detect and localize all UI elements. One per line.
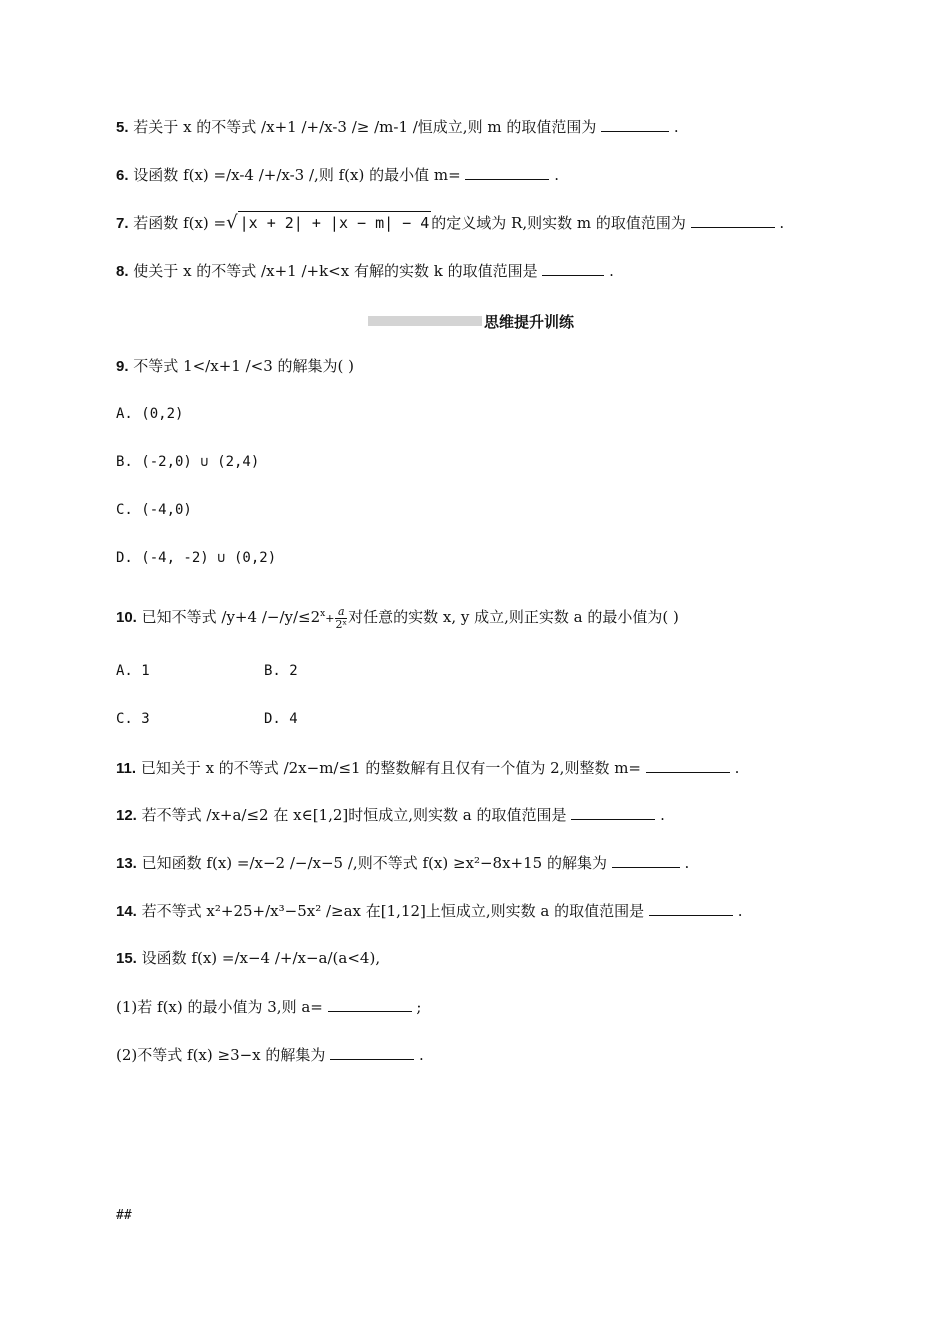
- problem-text: 若不等式 x²+25+/x³−5x² /≥ax 在[1,12]上恒成立,则实数 a 的取值范围是: [141, 902, 645, 920]
- answer-blank: [330, 1043, 414, 1060]
- option-a: A. (0,2): [116, 406, 184, 422]
- problem-number: 7.: [116, 215, 129, 232]
- fraction: [335, 606, 347, 631]
- problem-text: 不等式 1</x+1 /<3 的解集为( ): [133, 357, 354, 375]
- problem-text: 已知函数 f(x) =/x−2 /−/x−5 /,则不等式 f(x) ≥x²−8x+15 的解集为: [141, 854, 607, 872]
- answer-blank: [542, 259, 604, 276]
- problem-12: 12. 若不等式 /x+a/≤2 在 x∈[1,2]时恒成立,则实数 a 的取值范围是 .: [116, 803, 665, 827]
- section-title: 思维提升训练: [484, 312, 575, 331]
- option-b: B. 2: [264, 663, 298, 679]
- option-c: C. (-4,0): [116, 502, 192, 518]
- problem-6: 6. 设函数 f(x) =/x-4 /+/x-3 /,则 f(x) 的最小值 m= .: [116, 163, 559, 187]
- problem-14: 14. 若不等式 x²+25+/x³−5x² /≥ax 在[1,12]上恒成立,则实数 a 的取值范围是 .: [116, 899, 742, 923]
- answer-blank: [328, 995, 412, 1012]
- problem-15-part-1: (1)若 f(x) 的最小值为 3,则 a= ;: [116, 995, 421, 1018]
- problem-text: 设函数 f(x) =/x−4 /+/x−a/(a<4),: [141, 949, 381, 967]
- answer-blank: [691, 211, 775, 228]
- problem-number: 12.: [116, 807, 137, 824]
- problem-13: 13. 已知函数 f(x) =/x−2 /−/x−5 /,则不等式 f(x) ≥x²−8x+15 的解集为 .: [116, 851, 689, 875]
- answer-blank: [612, 851, 680, 868]
- option-c: C. 3: [116, 711, 150, 727]
- problem-number: 8.: [116, 263, 129, 280]
- problem-number: 9.: [116, 358, 129, 375]
- problem-number: 15.: [116, 950, 137, 967]
- part-text: (1)若 f(x) 的最小值为 3,则 a=: [116, 998, 323, 1016]
- problem-7: 7. 若函数 f(x) =√ |x + 2| + |x − m| − 4 的定义域为 R,则实数 m 的取值范围为 .: [116, 212, 785, 233]
- sqrt-symbol: √: [226, 212, 238, 233]
- problem-text: 设函数 f(x) =/x-4 /+/x-3 /,则 f(x) 的最小值 m=: [133, 166, 461, 184]
- problem-5: 5. 若关于 x 的不等式 /x+1 /+/x-3 /≥ /m-1 /恒成立,则 m 的取值范围为 .: [116, 115, 679, 139]
- problem-text: 若关于 x 的不等式 /x+1 /+/x-3 /≥ /m-1 /恒成立,则 m 的取值范围为: [133, 118, 597, 136]
- answer-blank: [571, 803, 655, 820]
- radicand: |x + 2| + |x − m| − 4: [238, 211, 432, 234]
- option-d: D. (-4, -2) ∪ (0,2): [116, 550, 277, 566]
- option-d: D. 4: [264, 711, 298, 727]
- problem-text: 使关于 x 的不等式 /x+1 /+k<x 有解的实数 k 的取值范围是: [133, 262, 538, 280]
- problem-number: 14.: [116, 903, 137, 920]
- option-b: B. (-2,0) ∪ (2,4): [116, 454, 260, 470]
- problem-text-cont: 对任意的实数 x, y 成立,则正实数 a 的最小值为( ): [348, 608, 679, 626]
- answer-blank: [465, 163, 549, 180]
- problem-9: [116, 355, 354, 378]
- problem-number: 5.: [116, 119, 129, 136]
- exponent: x: [320, 609, 326, 619]
- problem-15-part-2: (2)不等式 f(x) ≥3−x 的解集为 .: [116, 1043, 424, 1066]
- answer-blank: [649, 899, 733, 916]
- problem-number: 6.: [116, 167, 129, 184]
- problem-text: 已知关于 x 的不等式 /2x−m/≤1 的整数解有且仅有一个值为 2,则整数 m=: [140, 759, 642, 777]
- answer-blank: [601, 115, 669, 132]
- problem-8: 8. 使关于 x 的不等式 /x+1 /+k<x 有解的实数 k 的取值范围是 .: [116, 259, 614, 283]
- problem-text: 若函数 f(x) =: [133, 214, 227, 232]
- part-text: (2)不等式 f(x) ≥3−x 的解集为: [116, 1046, 326, 1064]
- problem-number: 13.: [116, 855, 137, 872]
- answer-blank: [646, 756, 730, 773]
- problem-text: 已知不等式 /y+4 /−/y/≤2: [141, 608, 321, 626]
- problem-text: 若不等式 /x+a/≤2 在 x∈[1,2]时恒成立,则实数 a 的取值范围是: [141, 806, 567, 824]
- problem-11: 11. 已知关于 x 的不等式 /2x−m/≤1 的整数解有且仅有一个值为 2,则整数 m= .: [116, 756, 739, 780]
- section-header: [368, 310, 574, 332]
- footer-mark: ##: [116, 1208, 132, 1223]
- fraction-denominator: 2ˣ: [335, 617, 348, 631]
- section-bar-decoration: [368, 316, 482, 326]
- fraction-numerator: a: [335, 606, 347, 619]
- problem-text-cont: 的定义域为 R,则实数 m 的取值范围为: [431, 214, 686, 232]
- option-a: A. 1: [116, 663, 150, 679]
- problem-number: 10.: [116, 609, 137, 626]
- problem-number: 11.: [116, 760, 137, 777]
- problem-15: [116, 947, 380, 970]
- problem-10: 10. 已知不等式 /y+4 $/-/y/\le 2^x+$ $\frac{a}{\text{2ˣ}}$ 对任意的实数 x, y 成立,则正实数 a 的最小值为( ): [116, 604, 679, 631]
